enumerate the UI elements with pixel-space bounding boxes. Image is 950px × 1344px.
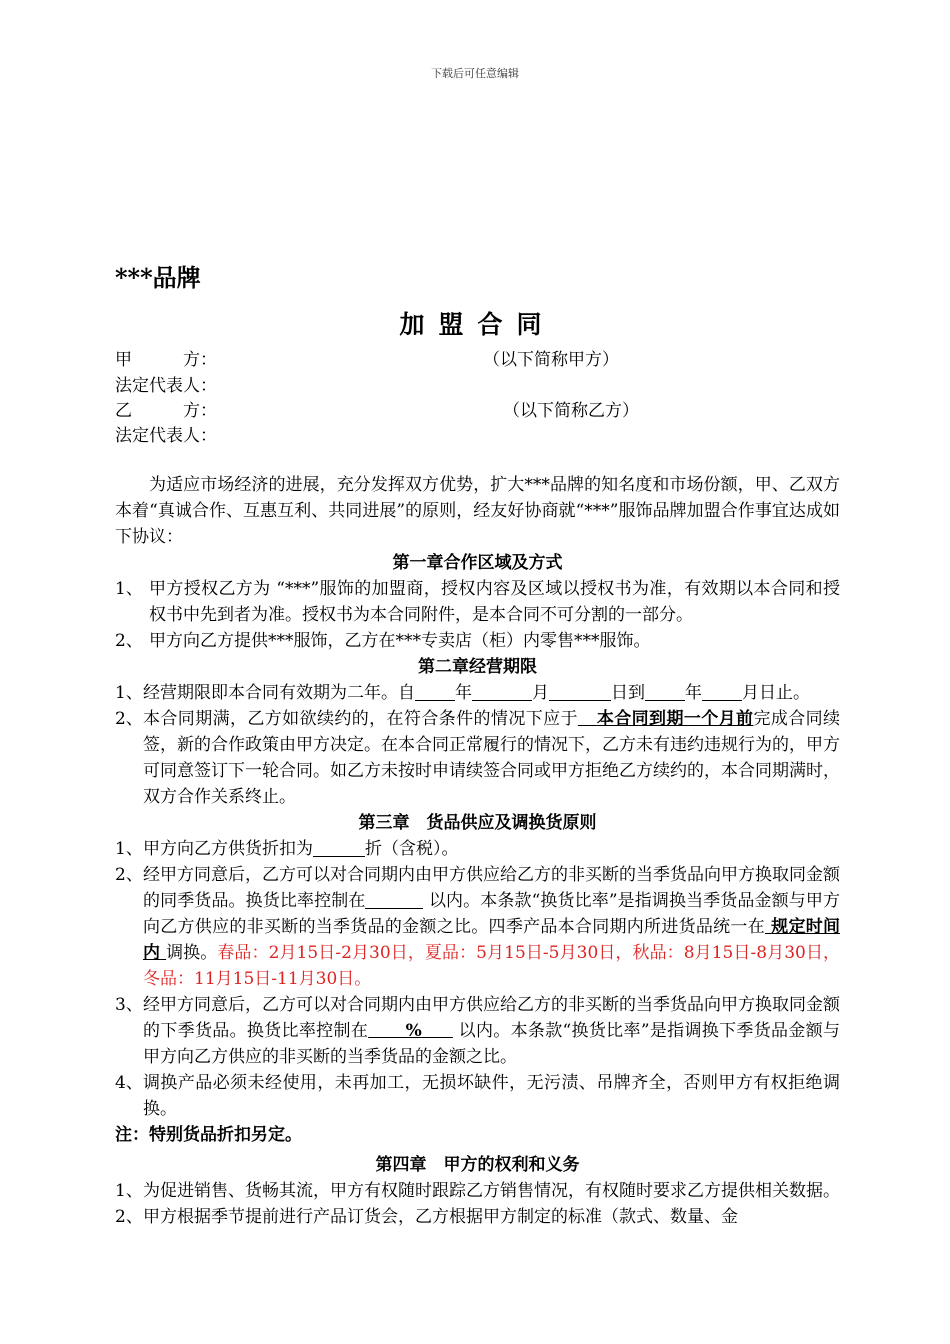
item-text: 甲方根据季节提前进行产品订货会，乙方根据甲方制定的标准（款式、数量、金: [143, 1207, 738, 1227]
discount-blank: [313, 838, 365, 857]
rep-a-label: 法定代表人：: [115, 376, 217, 396]
item-number: 2、: [115, 631, 143, 651]
day-blank: [549, 682, 611, 701]
ratio-percent-blank: [368, 1021, 453, 1041]
ch3-item-1: [115, 836, 840, 862]
exchange-period-text: 规定时间内: [143, 917, 841, 963]
ratio-blank: [365, 890, 423, 909]
item-number: 1、: [115, 1181, 143, 1201]
ch2-item-2: [115, 706, 840, 810]
item-text: 经甲方同意后，乙方可以对合同期内由甲方供应给乙方的非买断的当季货品向甲方换取同金额的同季货品。换货比率控制在: [143, 865, 840, 911]
year-blank: [415, 682, 455, 701]
item-text: 为促进销售、货畅其流，甲方有权随时跟踪乙方销售情况，有权随时要求乙方提供相关数据。: [143, 1181, 840, 1201]
item-text: 调换。: [166, 943, 218, 963]
ch2-item-1: [115, 680, 840, 706]
ch4-item-2: [115, 1204, 840, 1230]
percent-sign: %: [405, 1021, 422, 1041]
item-text: 完成合同续签，新的合作政策由甲方决定。在本合同正常履行的情况下，乙方未有违约违规行为的，甲方可同意签订下一轮合同。如乙方未按时申请续签合同或甲方拒绝乙方续约的，本合同期满时，双方合作关系终止。: [143, 709, 841, 807]
party-b-line: [115, 399, 639, 423]
year-blank: [645, 682, 685, 701]
item-number: 1、: [115, 683, 143, 703]
item-number: 2、: [115, 1207, 143, 1227]
renewal-deadline-text: 本合同到期一个月前: [596, 709, 754, 729]
rep-b-line: [115, 424, 217, 448]
chapter-4-title: 第四章 甲方的权利和义务: [375, 1155, 580, 1175]
item-text: 本合同期满，乙方如欲续约的，在符合条件的情况下应于: [143, 709, 578, 729]
ch4-item-1: [115, 1178, 840, 1204]
ch3-item-2: [115, 862, 840, 992]
item-text: 以内。本条款“换货比率”是指调换下季货品金额与甲方向乙方供应的非买断的当季货品的金额之比。: [143, 1021, 841, 1067]
party-a-note: （以下简称甲方）: [483, 350, 619, 370]
ch3-item-4: [115, 1070, 840, 1122]
ch3-item-3: [115, 992, 840, 1070]
item-text: 折（含税）。: [365, 839, 459, 859]
item-text: 甲方向乙方供货折扣为: [143, 839, 313, 859]
item-text: 月: [532, 683, 549, 703]
item-number: 3、: [115, 995, 143, 1015]
item-text: 年: [455, 683, 472, 703]
item-number: 1、: [115, 579, 143, 599]
item-text: 甲方向乙方提供***服饰，乙方在***专卖店（柜）内零售***服饰。: [149, 631, 651, 651]
party-a-label: 甲 方：: [115, 350, 217, 370]
item-number: 2、: [115, 865, 143, 885]
item-text: 经营期限即本合同有效期为二年。自: [143, 683, 415, 703]
special-note: 注：特别货品折扣另定。: [115, 1125, 302, 1145]
chapter-2-title: 第二章经营期限: [418, 657, 537, 677]
item-text: 甲方授权乙方为 “***”服饰的加盟商，授权内容及区域以授权书为准，有效期以本合同和授权书中先到者为准。授权书为本合同附件，是本合同不可分割的一部分。: [149, 579, 840, 625]
month-blank: [472, 682, 532, 701]
season-schedule: 春品：2月15日-2月30日，夏品：5月15日-5月30日，秋品：8月15日-8月30日，冬品：11月15日-11月30日。: [143, 943, 841, 989]
item-text: 月日止。: [742, 683, 810, 703]
party-b-note: （以下简称乙方）: [503, 401, 639, 421]
contract-title: 加盟合同: [399, 310, 556, 339]
item-text: 年: [685, 683, 702, 703]
month-blank: [702, 682, 742, 701]
party-b-label: 乙 方：: [115, 401, 217, 421]
item-text: 经甲方同意后，乙方可以对合同期内由甲方供应给乙方的非买断的当季货品向甲方换取同金额的下季货品。换货比率控制在: [143, 995, 840, 1041]
item-text: 调换产品必须未经使用，未再加工，无损坏缺件，无污渍、吊牌齐全，否则甲方有权拒绝调换。: [143, 1073, 840, 1119]
chapter-3-title: 第三章 货品供应及调换货原则: [358, 813, 597, 833]
ch1-item-1: [115, 576, 840, 628]
item-number: 4、: [115, 1073, 143, 1093]
item-text: 日到: [611, 683, 645, 703]
chapter-1-title: 第一章合作区域及方式: [392, 553, 563, 573]
page-header-note: 下载后可任意编辑: [431, 67, 519, 80]
contract-body: [115, 472, 840, 1230]
brand-name: ***品牌: [115, 263, 201, 292]
party-a-line: [115, 348, 619, 372]
rep-a-line: [115, 374, 217, 398]
rep-b-label: 法定代表人：: [115, 426, 217, 446]
intro-paragraph: 为适应市场经济的进展，充分发挥双方优势，扩大***品牌的知名度和市场份额，甲、乙双方本着“真诚合作、互惠互利、共同进展”的原则，经友好协商就“***”服饰品牌加盟合作事宜达成如下协议：: [115, 475, 840, 547]
item-number: 1、: [115, 839, 143, 859]
renewal-deadline: [578, 709, 754, 729]
ch1-item-2: [115, 628, 840, 654]
item-text: 以内。本条款“换货比率”是指调换当季货品金额与甲方向乙方供应的非买断的当季货品的金额之比。四季产品本合同期内所进货品统一在: [143, 891, 840, 937]
item-number: 2、: [115, 709, 143, 729]
